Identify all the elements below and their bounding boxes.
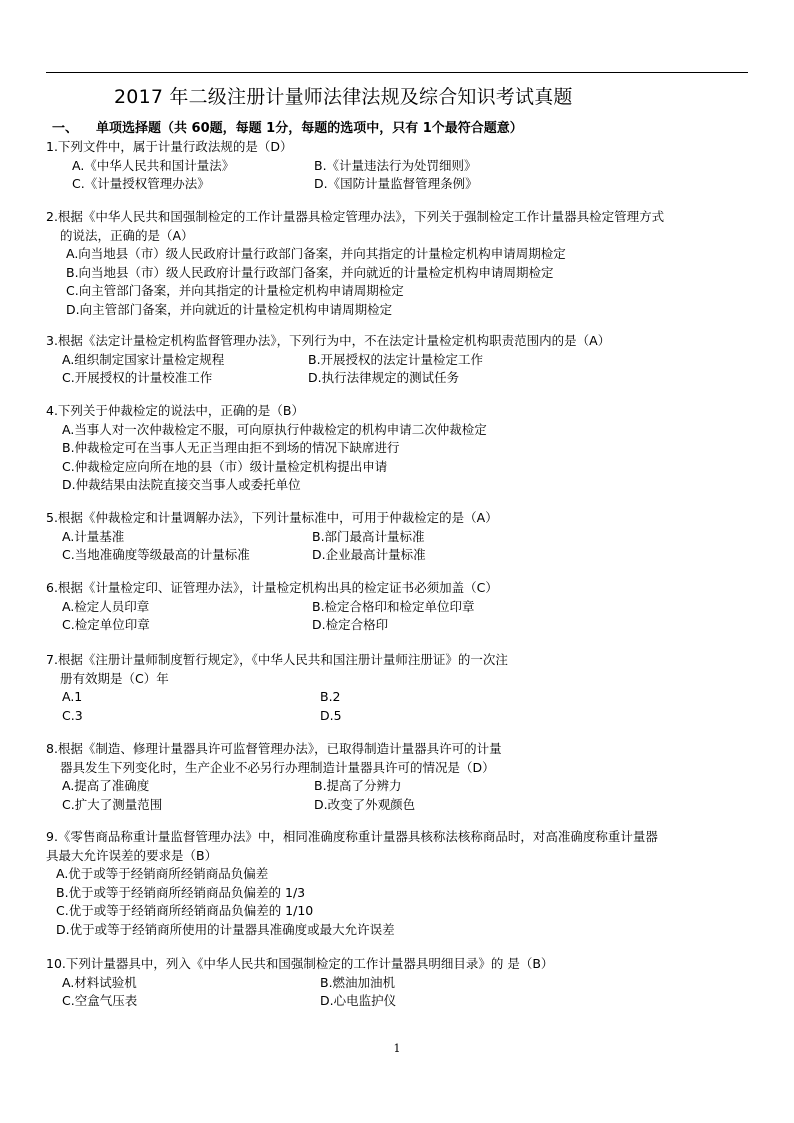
- option-c: C.3: [62, 707, 83, 723]
- option-a: A.当事人对一次仲裁检定不服，可向原执行仲裁检定的机构申请二次仲裁检定: [62, 421, 487, 437]
- option-b: B.《计量违法行为处罚细则》: [314, 157, 477, 173]
- question-9: [46, 828, 754, 939]
- option-a: A.提高了准确度: [62, 778, 150, 793]
- option-b: B.部门最高计量标准: [312, 528, 425, 544]
- question-stem-continued: 册有效期是（C）年: [60, 670, 169, 686]
- option-d: D.5: [320, 707, 342, 723]
- question-10: [46, 955, 754, 1011]
- option-a: A.向当地县（市）级人民政府计量行政部门备案，并向其指定的计量检定机构申请周期检定: [66, 246, 566, 261]
- question-stem: 3.根据《法定计量检定机构监督管理办法》，下列行为中，不在法定计量检定机构职责范围内的是（A）: [46, 333, 611, 348]
- option-d: D.优于或等于经销商所使用的计量器具准确度或最大允许误差: [56, 921, 395, 937]
- page-title: 2017 年二级注册计量师法律法规及综合知识考试真题: [114, 86, 573, 108]
- question-stem-continued: 的说法，正确的是（A）: [60, 227, 194, 243]
- option-c: C.空盒气压表: [62, 993, 138, 1008]
- option-a: A.组织制定国家计量检定规程: [62, 351, 225, 367]
- question-5: [46, 509, 754, 565]
- option-c: C.向主管部门备案，并向其指定的计量检定机构申请周期检定: [66, 283, 404, 298]
- option-d: D.改变了外观颜色: [314, 796, 416, 812]
- option-b: B.开展授权的法定计量检定工作: [308, 351, 484, 367]
- question-7: [46, 651, 754, 725]
- option-c: C.当地准确度等级最高的计量标准: [62, 547, 250, 562]
- question-stem-continued: 器具发生下列变化时，生产企业不必另行办理制造计量器具许可的情况是（D）: [60, 759, 495, 775]
- question-stem: 8.根据《制造、修理计量器具许可监督管理办法》，已取得制造计量器具许可的计量: [46, 741, 502, 756]
- option-c: C.扩大了测量范围: [62, 796, 163, 812]
- option-b: B.向当地县（市）级人民政府计量行政部门备案，并向就近的计量检定机构申请周期检定: [66, 264, 554, 280]
- option-c: C.优于或等于经销商所经销商品负偏差的 1/10: [56, 903, 314, 918]
- question-stem: 1.下列文件中，属于计量行政法规的是（D）: [46, 139, 293, 154]
- question-stem: 5.根据《仲裁检定和计量调解办法》，下列计量标准中，可用于仲裁检定的是（A）: [46, 510, 498, 525]
- section-number: 一、: [52, 121, 79, 136]
- question-stem: 9.《零售商品称重计量监督管理办法》中，相同准确度称重计量器具核称法核称商品时，对高准确度称重计量器: [46, 829, 658, 844]
- page-number: 1: [393, 1042, 401, 1055]
- question-stem: 7.根据《注册计量师制度暂行规定》，《中华人民共和国注册计量师注册证》的一次注: [46, 652, 508, 667]
- option-b: B.检定合格印和检定单位印章: [312, 598, 475, 614]
- option-b: B.2: [320, 689, 341, 704]
- option-a: A.材料试验机: [62, 974, 137, 990]
- question-2: [46, 208, 754, 319]
- question-3: [46, 332, 754, 388]
- question-8: [46, 740, 754, 814]
- option-b: B.提高了分辨力: [314, 778, 402, 793]
- question-stem: 2.根据《中华人民共和国强制检定的工作计量器具检定管理办法》，下列关于强制检定工作计量器具检定管理方式: [46, 209, 665, 224]
- question-6: [46, 579, 754, 635]
- option-a: A.检定人员印章: [62, 598, 150, 614]
- option-b: B.优于或等于经销商所经销商品负偏差的 1/3: [56, 884, 306, 900]
- question-stem-continued: 具最大允许误差的要求是（B）: [46, 847, 218, 863]
- header-rule: [46, 72, 748, 73]
- question-stem: 10.下列计量器具中，列入《中华人民共和国强制检定的工作计量器具明细目录》的 是（B）: [46, 956, 554, 971]
- option-c: C.检定单位印章: [62, 617, 150, 632]
- question-stem: 4.下列关于仲裁检定的说法中，正确的是（B）: [46, 403, 305, 418]
- question-4: [46, 402, 754, 495]
- option-c: C.《计量授权管理办法》: [72, 176, 210, 191]
- option-d: D.《国防计量监督管理条例》: [314, 176, 478, 191]
- question-1: [46, 138, 754, 194]
- option-a: A.计量基准: [62, 528, 125, 544]
- option-b: B.燃油加油机: [320, 974, 396, 990]
- option-d: D.执行法律规定的测试任务: [308, 370, 460, 385]
- option-a: A.优于或等于经销商所经销商品负偏差: [56, 866, 269, 881]
- section-heading-text: 单项选择题（共 60题，每题 1分，每题的选项中，只有 1个最符合题意）: [96, 121, 523, 136]
- option-d: D.检定合格印: [312, 617, 389, 632]
- option-c: C.仲裁检定应向所在地的县（市）级计量检定机构提出申请: [62, 458, 388, 474]
- option-d: D.企业最高计量标准: [312, 547, 426, 562]
- option-a: A.《中华人民共和国计量法》: [72, 157, 235, 173]
- option-d: D.向主管部门备案，并向就近的计量检定机构申请周期检定: [66, 301, 393, 317]
- section-heading: [52, 117, 523, 136]
- option-a: A.1: [62, 689, 83, 704]
- option-b: B.仲裁检定可在当事人无正当理由拒不到场的情况下缺席进行: [62, 440, 400, 455]
- option-d: D.仲裁结果由法院直接交当事人或委托单位: [62, 477, 301, 492]
- option-d: D.心电监护仪: [320, 993, 397, 1008]
- option-c: C.开展授权的计量校准工作: [62, 370, 213, 385]
- question-stem: 6.根据《计量检定印、证管理办法》，计量检定机构出具的检定证书必须加盖（C）: [46, 580, 498, 595]
